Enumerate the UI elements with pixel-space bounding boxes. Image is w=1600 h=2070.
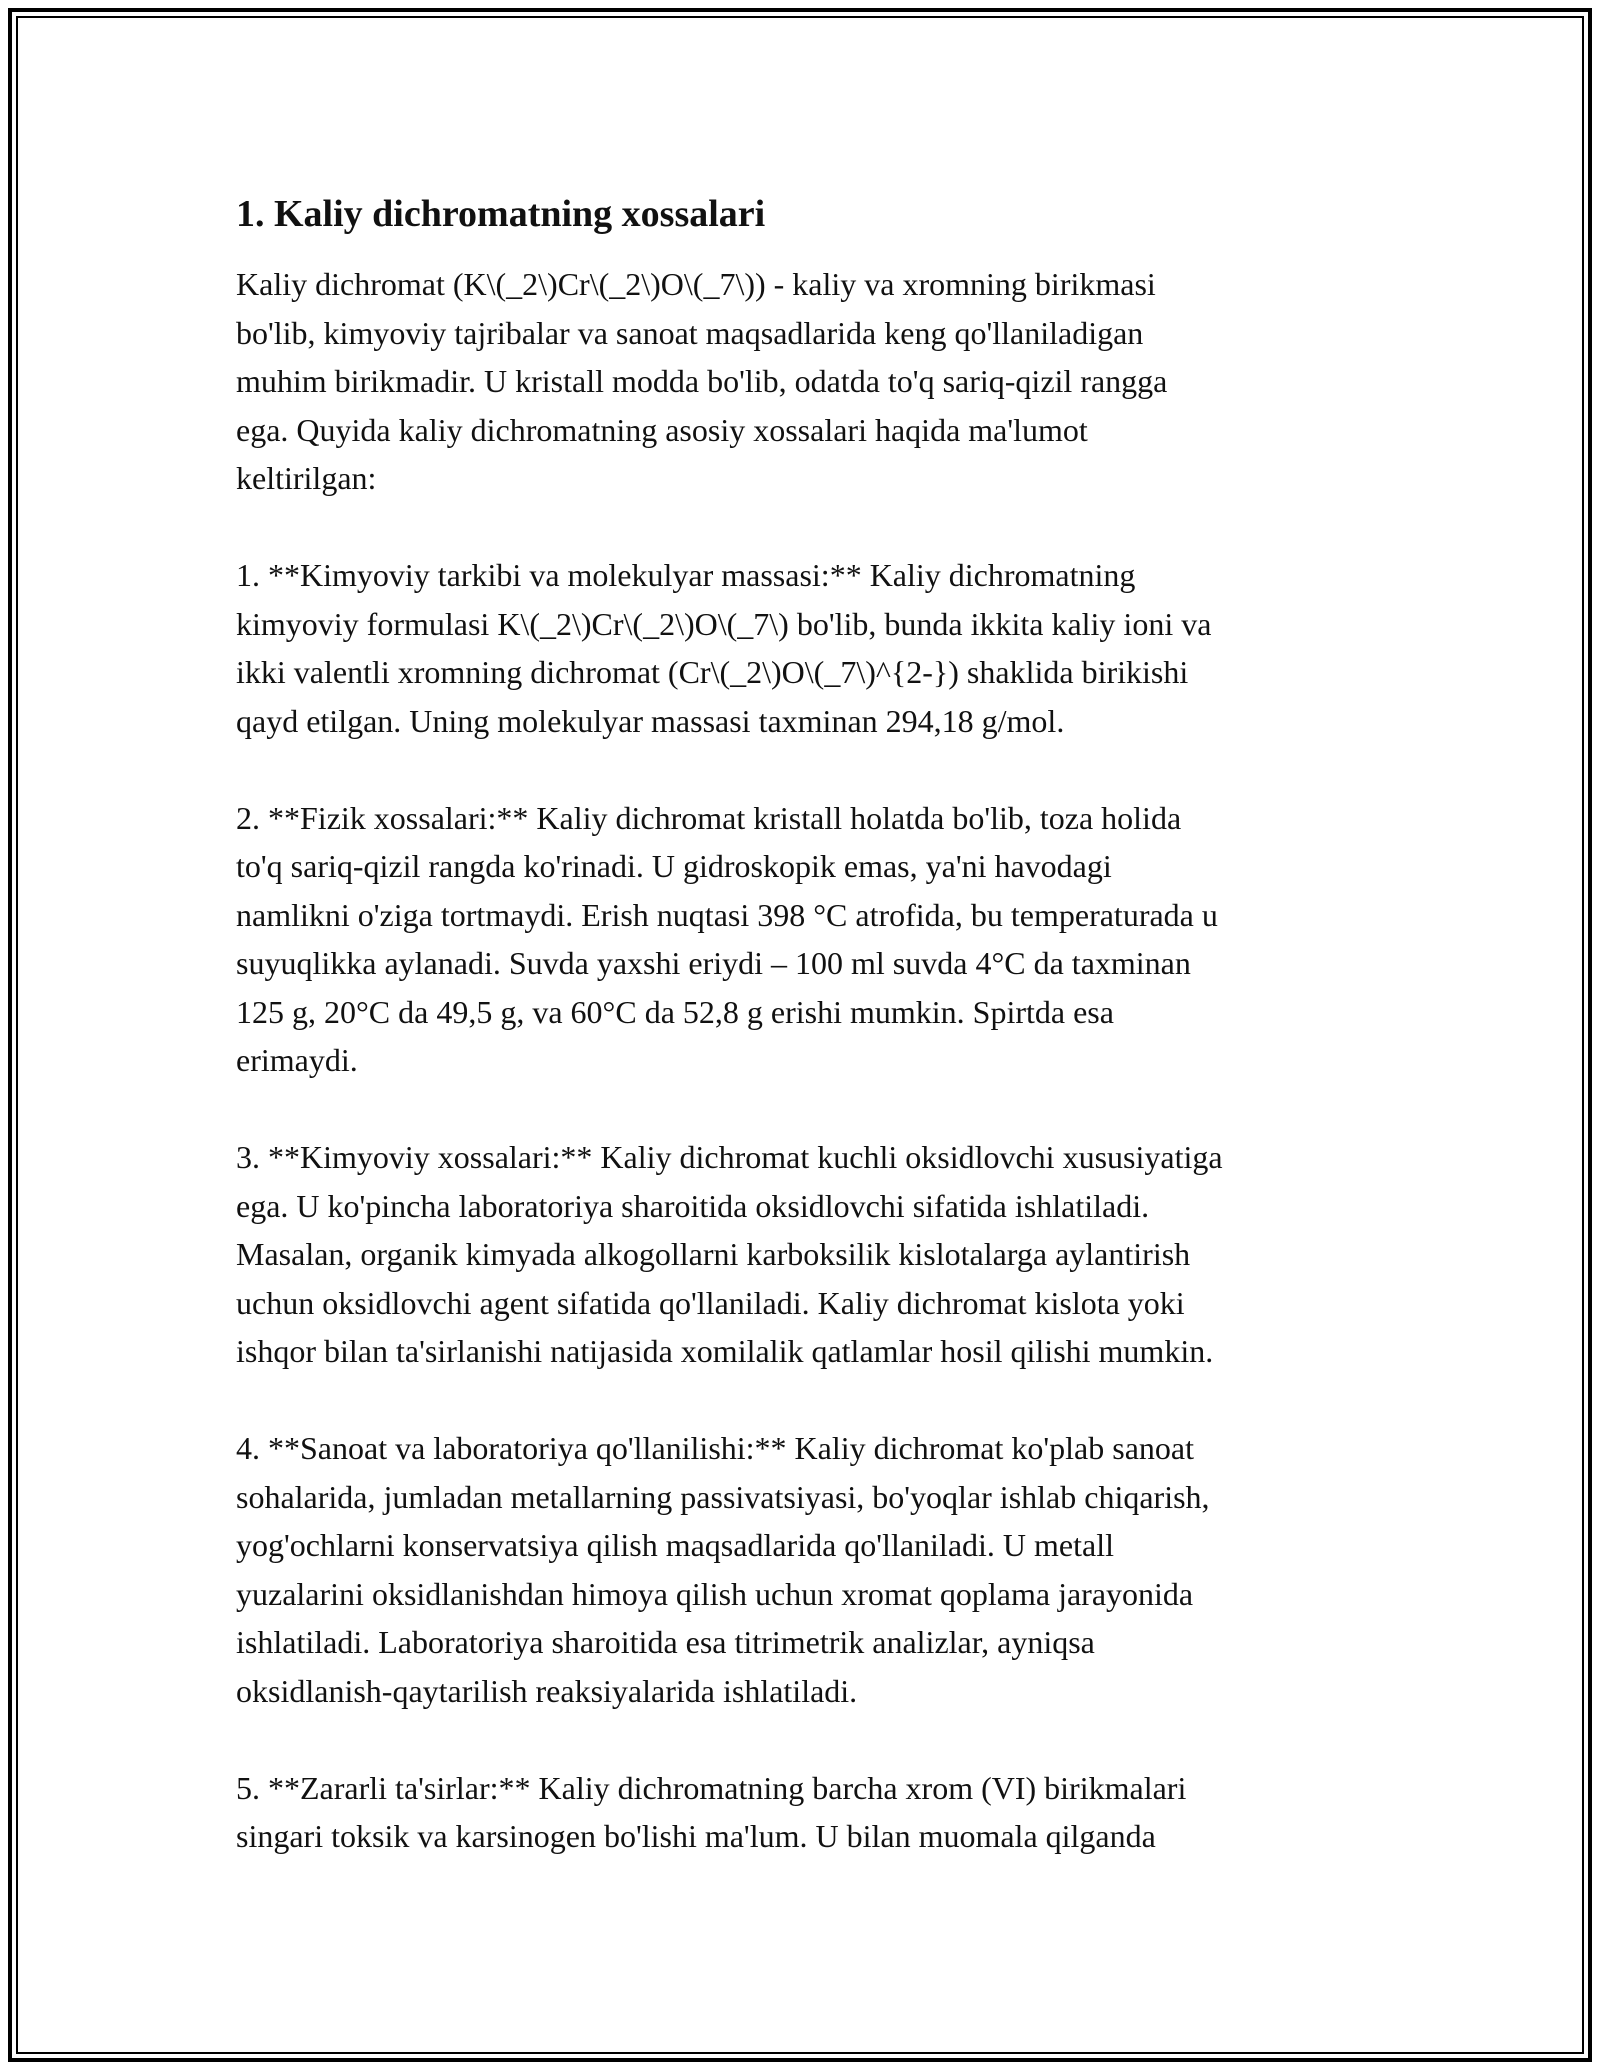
text-line: 125 g, 20°C da 49,5 g, va 60°C da 52,8 g erishi mumkin. Spirtda esa <box>236 993 1114 1030</box>
text-line: to'q sariq-qizil rangda ko'rinadi. U gidroskopik emas, ya'ni havodagi <box>236 848 1112 884</box>
text-line: oksidlanish-qaytarilish reaksiyalarida ishlatiladi. <box>236 1672 858 1709</box>
physical-properties-paragraph <box>236 794 1376 1085</box>
text-line: ishlatiladi. Laboratoriya sharoitida esa titrimetrik analizlar, ayniqsa <box>236 1624 1095 1660</box>
text-line: uchun oksidlovchi agent sifatida qo'llaniladi. Kaliy dichromat kislota yoki <box>236 1284 1185 1321</box>
text-line: ishqor bilan ta'sirlanishi natijasida xomilalik qatlamlar hosil qilishi mumkin. <box>236 1333 1214 1369</box>
text-line: ega. U ko'pincha laboratoriya sharoitida oksidlovchi sifatida ishlatiladi. <box>236 1187 1150 1224</box>
text-line: suyuqlikka aylanadi. Suvda yaxshi eriydi – 100 ml suvda 4°C da taxminan <box>236 945 1191 981</box>
section-heading: 1. Kaliy dichromatning xossalari <box>236 193 766 235</box>
text-line: sohalarida, jumladan metallarning passivatsiyasi, bo'yoqlar ishlab chiqarish, <box>236 1478 1210 1515</box>
text-line: 4. **Sanoat va laboratoriya qo'llanilishi:** Kaliy dichromat ko'plab sanoat <box>236 1430 1194 1466</box>
text-line: keltirilgan: <box>236 460 377 496</box>
text-line: 2. **Fizik xossalari:** Kaliy dichromat kristall holatda bo'lib, toza holida <box>236 799 1182 836</box>
composition-paragraph <box>236 551 1376 745</box>
text-line: yuzalarini oksidlanishdan himoya qilish uchun xromat qoplama jarayonida <box>236 1575 1194 1612</box>
document-body <box>236 186 1376 1861</box>
text-line: muhim birikmadir. U kristall modda bo'lib, odatda to'q sariq-qizil rangga <box>236 363 1168 399</box>
text-line: 3. **Kimyoviy xossalari:** Kaliy dichromat kuchli oksidlovchi xususiyatiga <box>236 1139 1223 1175</box>
text-line: 5. **Zararli ta'sirlar:** Kaliy dichromatning barcha xrom (VI) birikmalari <box>236 1769 1187 1806</box>
text-line: ikki valentli xromning dichromat (Cr\(_2\)O\(_7\)^{2-}) shaklida birikishi <box>236 654 1189 690</box>
text-line: namlikni o'ziga tortmaydi. Erish nuqtasi 398 °C atrofida, bu temperaturada u <box>236 896 1218 933</box>
text-line: kimyoviy formulasi K\(_2\)Cr\(_2\)O\(_7\) bo'lib, bunda ikkita kaliy ioni va <box>236 605 1212 642</box>
intro-paragraph <box>236 260 1376 503</box>
text-line: Masalan, organik kimyada alkogollarni karboksilik kislotalarga aylantirish <box>236 1236 1191 1272</box>
chemical-properties-paragraph <box>236 1133 1376 1376</box>
text-line: erimaydi. <box>236 1042 358 1078</box>
hazards-paragraph <box>236 1764 1376 1861</box>
applications-paragraph <box>236 1424 1376 1715</box>
text-line: Kaliy dichromat (K\(_2\)Cr\(_2\)O\(_7\)) - kaliy va xromning birikmasi <box>236 266 1156 302</box>
text-line: yog'ochlarni konservatsiya qilish maqsadlarida qo'llaniladi. U metall <box>236 1527 1114 1563</box>
text-line: bo'lib, kimyoviy tajribalar va sanoat maqsadlarida keng qo'llaniladigan <box>236 314 1144 351</box>
text-line: qayd etilgan. Uning molekulyar massasi taxminan 294,18 g/mol. <box>236 702 1065 739</box>
text-line: 1. **Kimyoviy tarkibi va molekulyar massasi:** Kaliy dichromatning <box>236 557 1136 593</box>
text-line: ega. Quyida kaliy dichromatning asosiy xossalari haqida ma'lumot <box>236 411 1088 448</box>
text-line: singari toksik va karsinogen bo'lishi ma'lum. U bilan muomala qilganda <box>236 1818 1156 1854</box>
